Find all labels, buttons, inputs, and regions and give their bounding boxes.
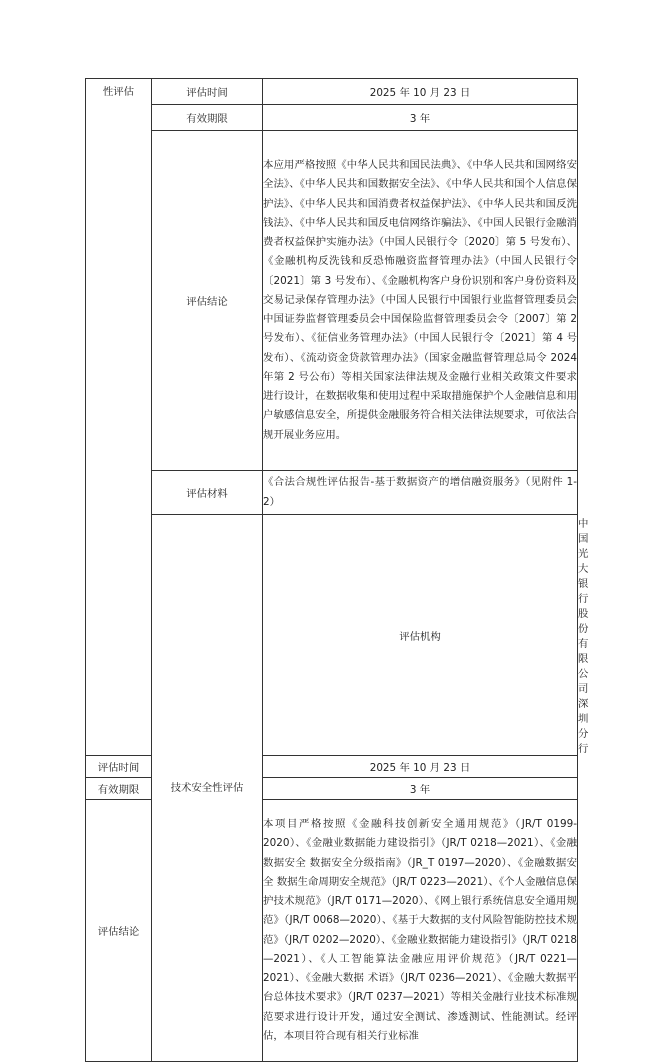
table-row [86,471,578,515]
validity-value: 3 年 [263,105,578,131]
assessment-time-value: 2025 年 10 月 23 日 [263,756,578,778]
assessment-time-label: 评估时间 [152,79,263,105]
validity-label: 有效期限 [86,778,152,800]
material-label: 评估材料 [152,471,263,515]
table-row [86,131,578,471]
table-row: 技术安全性评估 评估机构 中国光大银行股份有限公司深圳分行 [86,515,578,756]
table-row [86,79,578,105]
conclusion-label: 评估结论 [86,800,152,1062]
section-title-technical-security: 技术安全性评估 [152,515,263,1062]
assessment-time-label: 评估时间 [86,756,152,778]
conclusion-text: 本项目严格按照《金融科技创新安全通用规范》（JR/T 0199-2020）、《金融业数据能力建设指引》（JR/T 0218—2021）、《金融数据安全 数据安全分级指南》（JR_T 0197—2020）、《金融数据安全 数据生命周期安全规范》（JR/T 0223—2021）、《个人金融信息保护技术规范》（JR/T 0171—2020）、《网上银行系统信息安全通用规范》（JR/T 0068—2020）、《基于大数据的支付风险智能防控技术规范》（JR/T 0202—2020）、《金融业数据能力建设指引》（JR/T 0218—2021）、《人工智能算法金融应用评价规范》（JR/T 0221—2021）、《金融大数据 术语》（JR/T 0236—2021）、《金融大数据平台总体技术要求》（JR/T 0237—2021）等相关金融行业技术标准规范要求进行设计开发，通过安全测试、渗透测试、性能测试。经评估，本项目符合现有相关行业标准 [263,800,578,1062]
assessment-table [85,78,589,1062]
material-text: 《合法合规性评估报告-基于数据资产的增信融资服务》（见附件 1-2） [263,471,578,515]
conclusion-text: 本应用严格按照《中华人民共和国民法典》、《中华人民共和国网络安全法》、《中华人民共和国数据安全法》、《中华人民共和国个人信息保护法》、《中华人民共和国消费者权益保护法》、《中华人民共和国反洗钱法》、《中华人民共和国反电信网络诈骗法》、《中国人民银行金融消费者权益保护实施办法》（中国人民银行令〔2020〕第 5 号发布）、《金融机构反洗钱和反恐怖融资监督管理办法》（中国人民银行令〔2021〕第 3 号发布）、《金融机构客户身份识别和客户身份资料及交易记录保存管理办法》（中国人民银行中国银行业监督管理委员会中国证券监督管理委员会中国保险监督管理委员会令〔2007〕第 2 号发布）、《征信业务管理办法》（中国人民银行令〔2021〕第 4 号发布）、《流动资金贷款管理办法》（国家金融监督管理总局令 2024 年第 2 号公布）等相关国家法律法规及金融行业相关政策文件要求进行设计，在数据收集和使用过程中采取措施保护个人金融信息和用户敏感信息安全，所提供金融服务符合相关法律法规要求，可依法合规开展业务应用。 [263,131,578,471]
conclusion-label: 评估结论 [152,131,263,471]
table-row [86,105,578,131]
validity-value: 3 年 [263,778,578,800]
org-label: 评估机构 [263,515,578,756]
validity-label: 有效期限 [152,105,263,131]
section-title-compliance: 性评估 [86,79,152,756]
assessment-time-value: 2025 年 10 月 23 日 [263,79,578,105]
